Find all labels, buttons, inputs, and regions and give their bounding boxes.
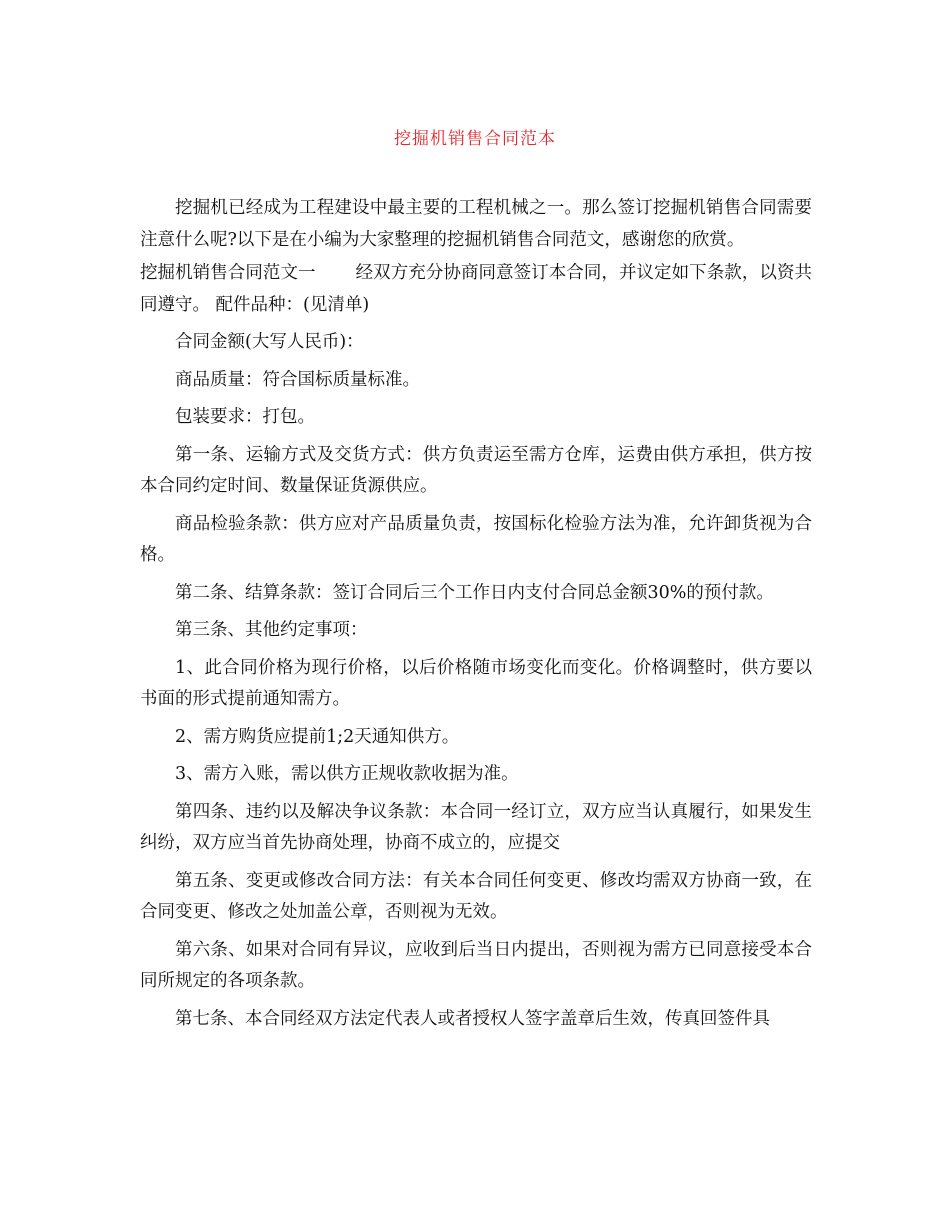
body-paragraph: 第二条、结算条款：签订合同后三个工作日内支付合同总金额30%的预付款。 (175, 582, 774, 603)
body-paragraph: 1、此合同价格为现行价格，以后价格随市场变化而变化。价格调整时，供方要以书面的形式提前通知需方。 (140, 657, 812, 709)
body-paragraph: 3、需方入账，需以供方正规收款收据为准。 (175, 764, 519, 784)
body-paragraph: 第七条、本合同经双方法定代表人或者授权人签字盖章后生效，传真回签件具 (175, 1008, 770, 1029)
body-paragraph: 第四条、违约以及解决争议条款：本合同一经订立，双方应当认真履行，如果发生纠纷，双方应当首先协商处理，协商不成立的，应提交 (140, 801, 812, 853)
document-body (140, 193, 812, 1041)
body-paragraph: 包装要求：打包。 (175, 407, 315, 427)
body-paragraph: 第五条、变更或修改合同方法：有关本合同任何变更、修改均需双方协商一致，在合同变更、修改之处加盖公章，否则视为无效。 (140, 870, 812, 922)
section-text: 经双方充分协商同意签订本合同，并议定如下条款，以资共同遵守。 配件品种：(见清单) (140, 263, 813, 315)
body-paragraph: 商品检验条款：供方应对产品质量负责，按国标化检验方法为准，允许卸货视为合格。 (140, 513, 812, 565)
body-paragraph: 合同金额(大写人民币)： (175, 332, 364, 352)
section-heading: 挖掘机销售合同范文一 (140, 263, 316, 283)
section-paragraph (140, 258, 812, 321)
body-paragraph: 第三条、其他约定事项： (175, 620, 368, 640)
document-title: 挖掘机销售合同范本 (394, 129, 556, 149)
body-paragraph: 2、需方购货应提前1;2天通知供方。 (175, 726, 460, 747)
intro-paragraph: 挖掘机已经成为工程建设中最主要的工程机械之一。那么签订挖掘机销售合同需要注意什么呢?以下是在小编为大家整理的挖掘机销售合同范文，感谢您的欣赏。 (140, 198, 812, 250)
body-paragraph: 第六条、如果对合同有异议，应收到后当日内提出，否则视为需方已同意接受本合同所规定的各项条款。 (140, 939, 812, 991)
body-paragraph: 商品质量：符合国标质量标准。 (175, 369, 420, 390)
body-paragraph: 第一条、运输方式及交货方式：供方负责运至需方仓库，运费由供方承担，供方按本合同约定时间、数量保证货源供应。 (140, 444, 812, 496)
